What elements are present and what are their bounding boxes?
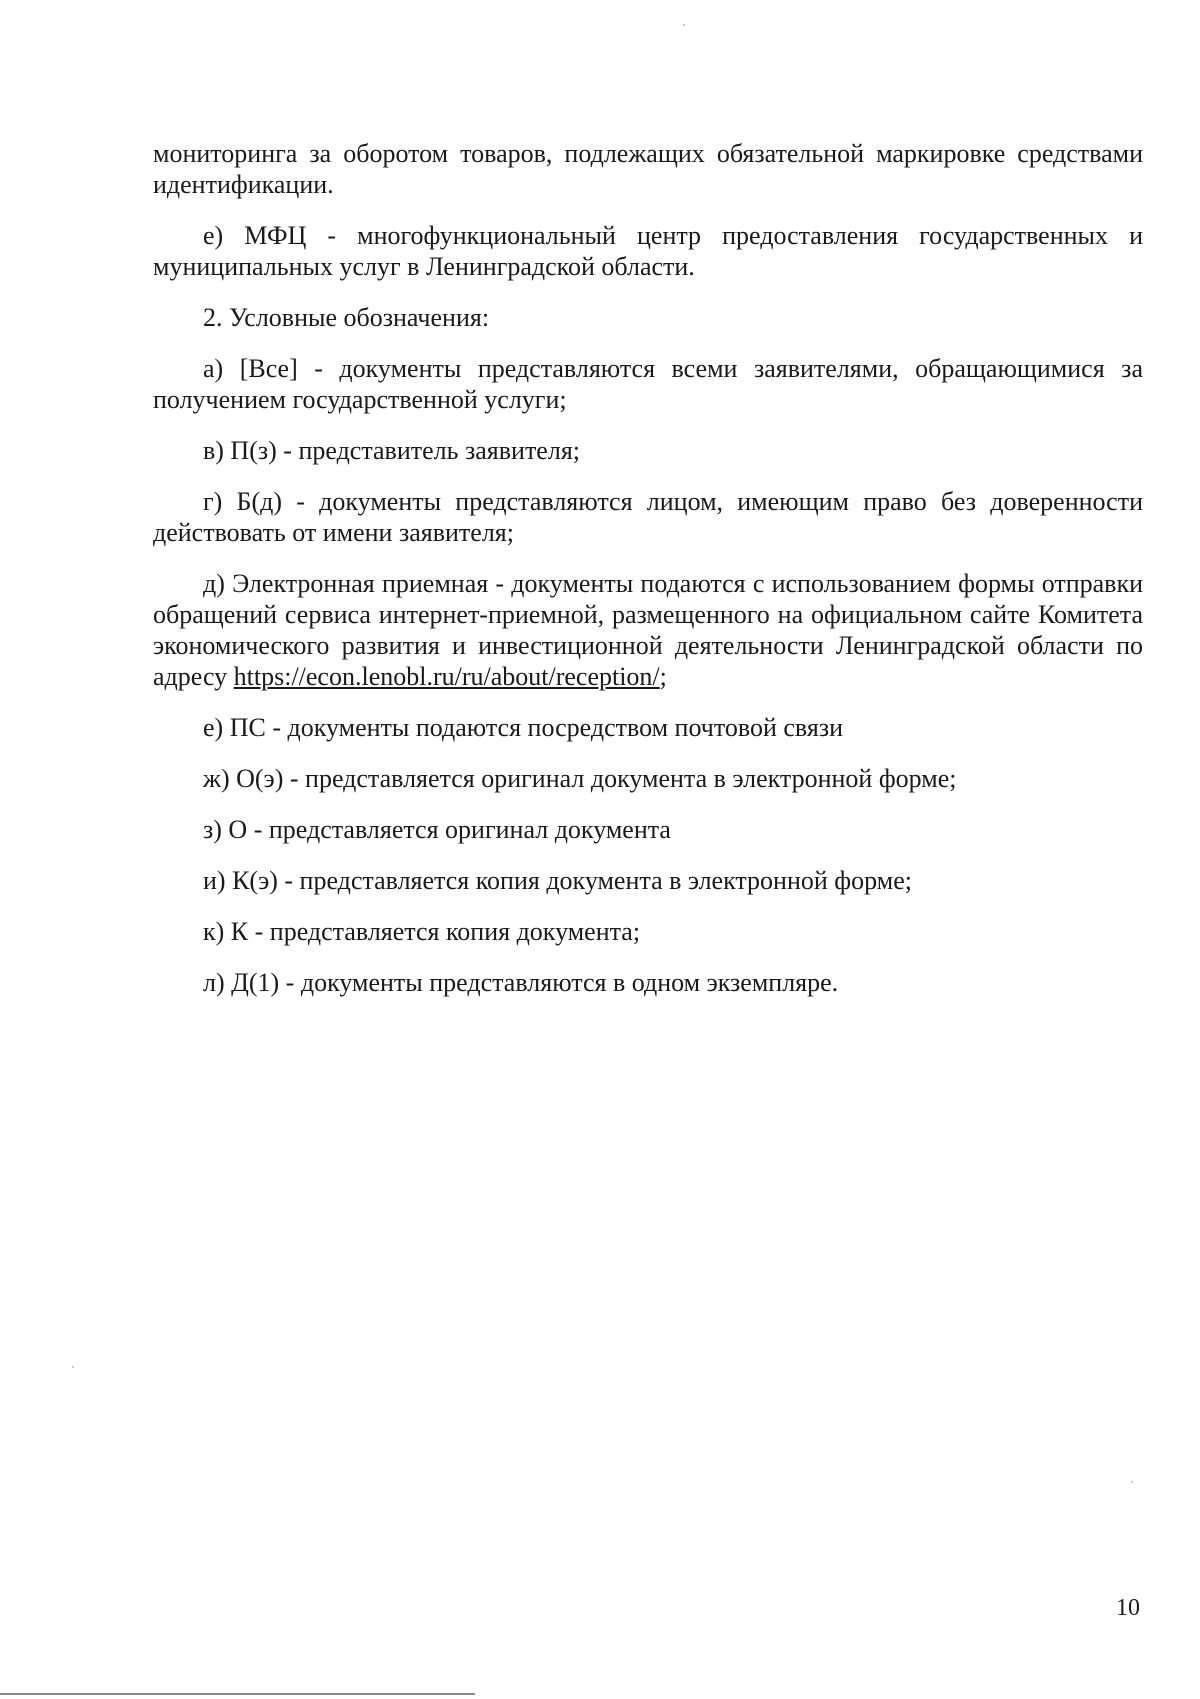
scan-edge-line	[0, 1693, 475, 1695]
reception-url-link[interactable]: https://econ.lenobl.ru/ru/about/reception/	[233, 662, 660, 691]
legend-item-representative: в) П(з) - представитель заявителя;	[203, 436, 580, 465]
electronic-reception-text: д) Электронная приемная - документы подаются с использованием формы отправки обращений сервиса интернет-приемной, размещенного на официальном сайте Комитета экономического развития и инвестиционной деятельности Ленинградской области по адресу	[153, 569, 1143, 691]
legend-item-original: з) О - представляется оригинал документа	[203, 815, 671, 844]
document-body	[153, 138, 1143, 1018]
paragraph-mfc-definition: е) МФЦ - многофункциональный центр предоставления государственных и муниципальных услуг в Ленинградской области.	[153, 221, 1143, 281]
scan-speck	[72, 1366, 74, 1368]
page-number: 10	[1116, 1595, 1140, 1621]
legend-item-electronic-reception	[153, 568, 1143, 692]
scan-speck	[1131, 1481, 1133, 1483]
section-heading-legend: 2. Условные обозначения:	[203, 303, 490, 332]
legend-item-all: а) [Все] - документы представляются всеми заявителями, обращающимися за получением государственной услуги;	[153, 354, 1143, 414]
legend-item-postal: е) ПС - документы подаются посредством почтовой связи	[203, 713, 844, 742]
legend-item-single-copy: л) Д(1) - документы представляются в одном экземпляре.	[203, 968, 839, 997]
legend-item-original-electronic: ж) О(э) - представляется оригинал документа в электронной форме;	[203, 764, 957, 793]
legend-item-copy-electronic: и) К(э) - представляется копия документа в электронной форме;	[203, 866, 912, 895]
legend-item-copy: к) К - представляется копия документа;	[203, 917, 641, 946]
paragraph-monitoring: мониторинга за оборотом товаров, подлежащих обязательной маркировке средствами идентификации.	[153, 139, 1143, 199]
scan-speck	[683, 24, 685, 26]
electronic-reception-punctuation: ;	[659, 662, 667, 691]
legend-item-no-power-of-attorney: г) Б(д) - документы представляются лицом, имеющим право без доверенности действовать от имени заявителя;	[153, 487, 1143, 547]
